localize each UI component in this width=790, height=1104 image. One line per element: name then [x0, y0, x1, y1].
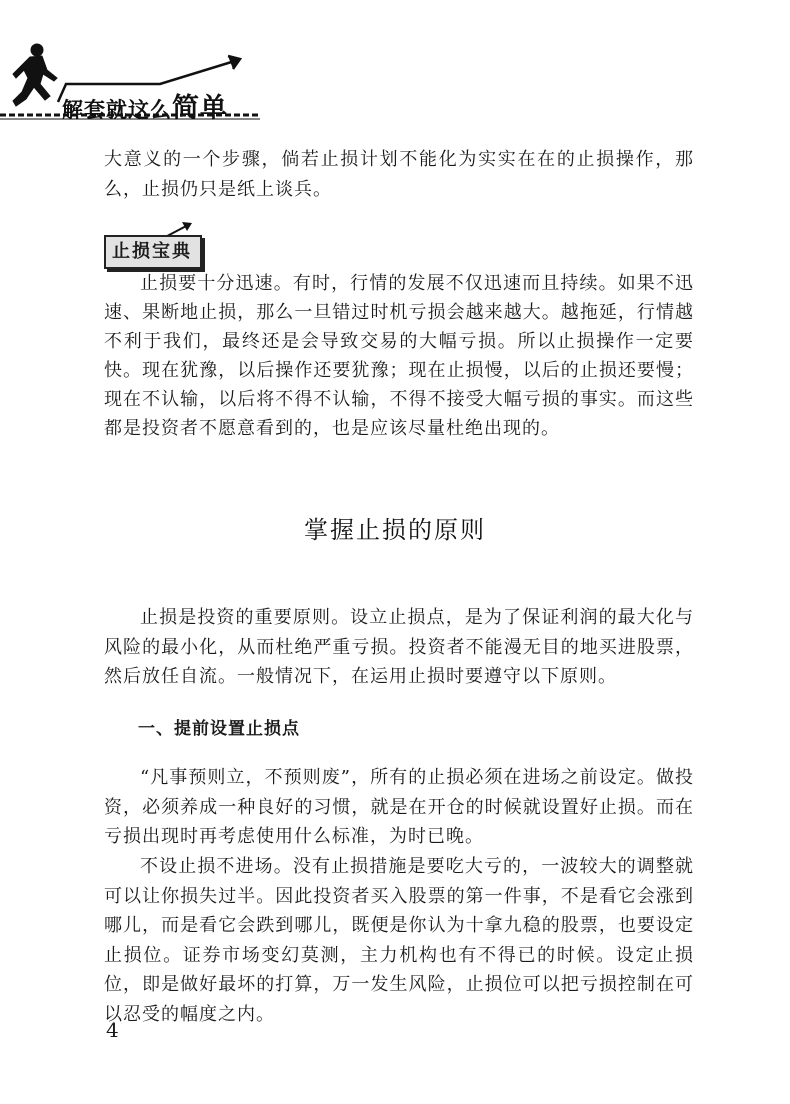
section-title: 掌握止损的原则: [304, 516, 486, 544]
sidebar-paragraph: 止损要十分迅速。有时，行情的发展不仅迅速而且持续。如果不迅速、果断地止损，那么一旦错过时机亏损会越来越大。越拖延，行情越不利于我们，最终还是会导致交易的大幅亏损。所以止损操作一定要快。现在犹豫，以后操作还要犹豫；现在止损慢，以后的止损还要慢；现在不认输，以后将不得不认输，不得不接受大幅亏损的事实。而这些都是投资者不愿意看到的，也是应该尽量杜绝出现的。: [104, 273, 694, 439]
running-man-icon: [13, 44, 57, 106]
sidebar-label: 止损宝典: [104, 235, 202, 269]
paragraph-1: “凡事预则立，不预则废”，所有的止损必须在进场之前设定。做投资，必须养成一种良好的习惯，就是在开仓的时候就设置好止损。而在亏损出现时再考虑使用什么标准，为时已晚。: [104, 767, 694, 847]
section-intro-paragraph: 止损是投资的重要原则。设立止损点，是为了保证利润的最大化与风险的最小化，从而杜绝严重亏损。投资者不能漫无目的地买进股票，然后放任自流。一般情况下，在运用止损时要遵守以下原则。: [104, 607, 694, 687]
subheading: 一、提前设置止损点: [138, 719, 300, 739]
page-number: 4: [106, 1018, 119, 1042]
paragraph-2: 不设止损不进场。没有止损措施是要吃大亏的，一波较大的调整就可以让你损失过半。因此投资者买入股票的第一件事，不是看它会涨到哪儿，而是看它会跌到哪儿，既便是你认为十拿九稳的股票，也要设定止损位。证券市场变幻莫测，主力机构也有不得已的时候。设定止损位，即是做好最坏的打算，万一发生风险，止损位可以把亏损控制在可以忍受的幅度之内。: [104, 856, 694, 1025]
intro-paragraph: 大意义的一个步骤，倘若止损计划不能化为实实在在的止损操作，那么，止损仍只是纸上谈兵。: [104, 149, 694, 200]
header-title: 解套就这么简单: [62, 93, 228, 124]
